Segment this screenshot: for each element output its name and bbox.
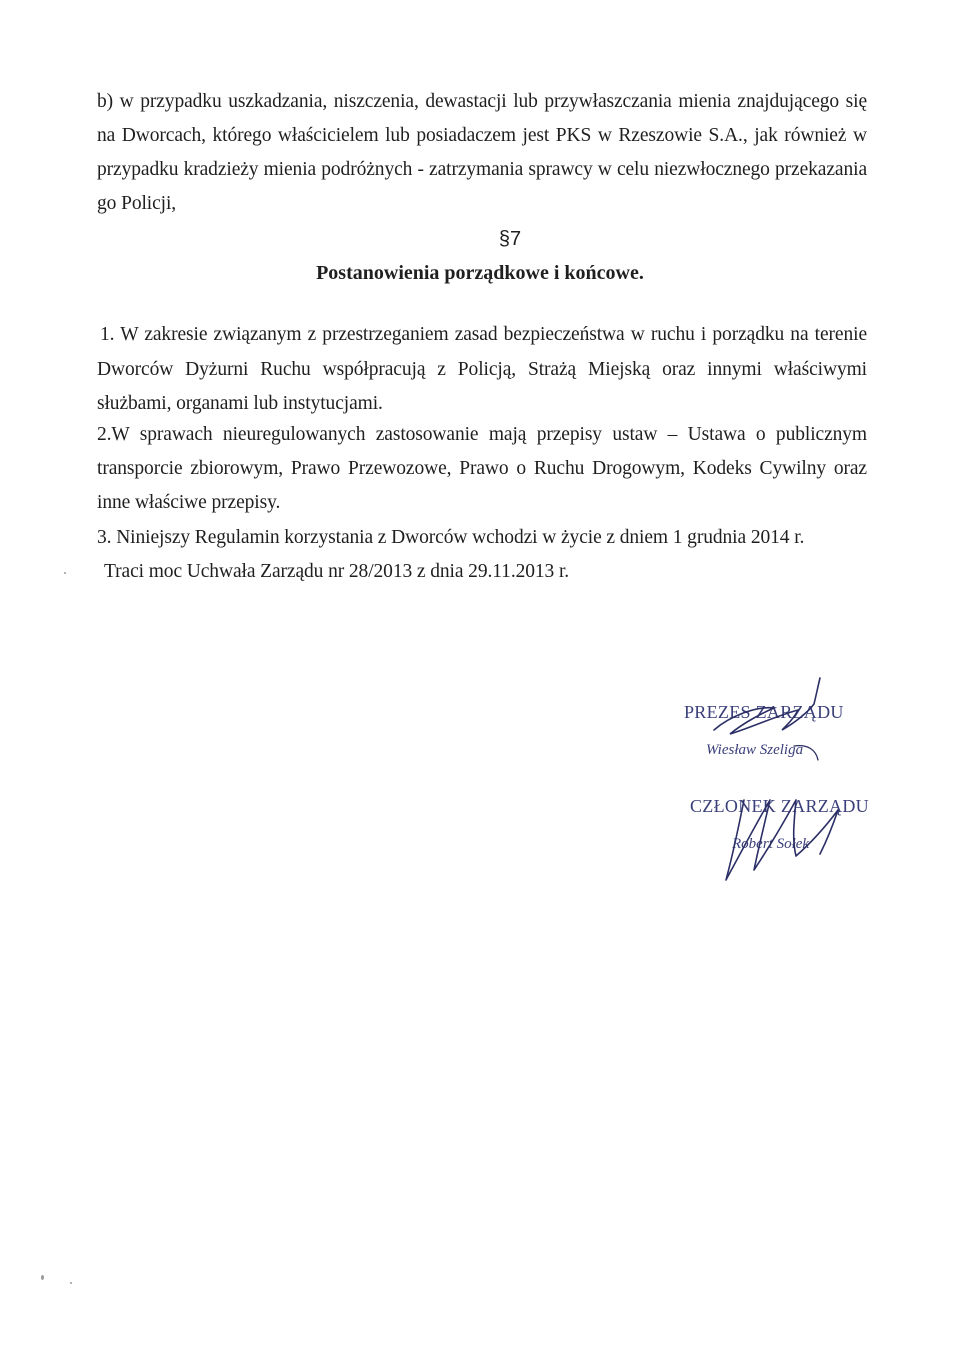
- president-stamp-title: PREZES ZARZĄDU: [684, 702, 844, 722]
- scan-speck: [70, 1282, 72, 1284]
- president-stamp-name: Wiesław Szeliga: [706, 742, 804, 758]
- paragraph-1-line-3: służbami, organami lub instytucjami.: [97, 393, 383, 414]
- section-b-line-1: b) w przypadku uszkadzania, niszczenia, dewastacji lub przywłaszczania mienia znajdującego się: [97, 91, 867, 112]
- paragraph-2-line-1: 2.W sprawach nieuregulowanych zastosowanie mają przepisy ustaw – Ustawa o publicznym: [97, 424, 867, 445]
- member-stamp-title: CZŁONEK ZARZĄDU: [690, 796, 869, 816]
- president-signature: [690, 672, 850, 762]
- scan-speck: [64, 572, 66, 574]
- section-b-line-3: przypadku kradzieży mienia podróżnych - zatrzymania sprawcy w celu niezwłocznego przekazania: [97, 159, 867, 180]
- section-number: §7: [498, 228, 522, 250]
- section-title: Postanowienia porządkowe i końcowe.: [316, 262, 644, 284]
- paragraph-1-line-2: Dworców Dyżurni Ruchu współpracują z Policją, Strażą Miejską oraz innymi właściwymi: [97, 359, 867, 380]
- paragraph-2-line-3: inne właściwe przepisy.: [97, 492, 281, 513]
- paragraph-2-line-2: transporcie zbiorowym, Prawo Przewozowe, Prawo o Ruchu Drogowym, Kodeks Cywilny oraz: [97, 458, 867, 479]
- paragraph-3-line-1: 3. Niniejszy Regulamin korzystania z Dworców wchodzi w życie z dniem 1 grudnia 2014 r.: [97, 527, 805, 548]
- member-stamp-name: Robert Sołek: [732, 836, 810, 852]
- section-b-line-2: na Dworcach, którego właścicielem lub posiadaczem jest PKS w Rzeszowie S.A., jak również w: [97, 125, 867, 146]
- scan-speck: [41, 1275, 44, 1280]
- paragraph-3-line-2: Traci moc Uchwała Zarządu nr 28/2013 z dnia 29.11.2013 r.: [104, 561, 570, 582]
- member-signature: [700, 770, 860, 890]
- section-b-line-4: go Policji,: [97, 193, 177, 214]
- paragraph-1-line-1: 1. W zakresie związanym z przestrzeganiem zasad bezpieczeństwa w ruchu i porządku na terenie: [100, 324, 867, 345]
